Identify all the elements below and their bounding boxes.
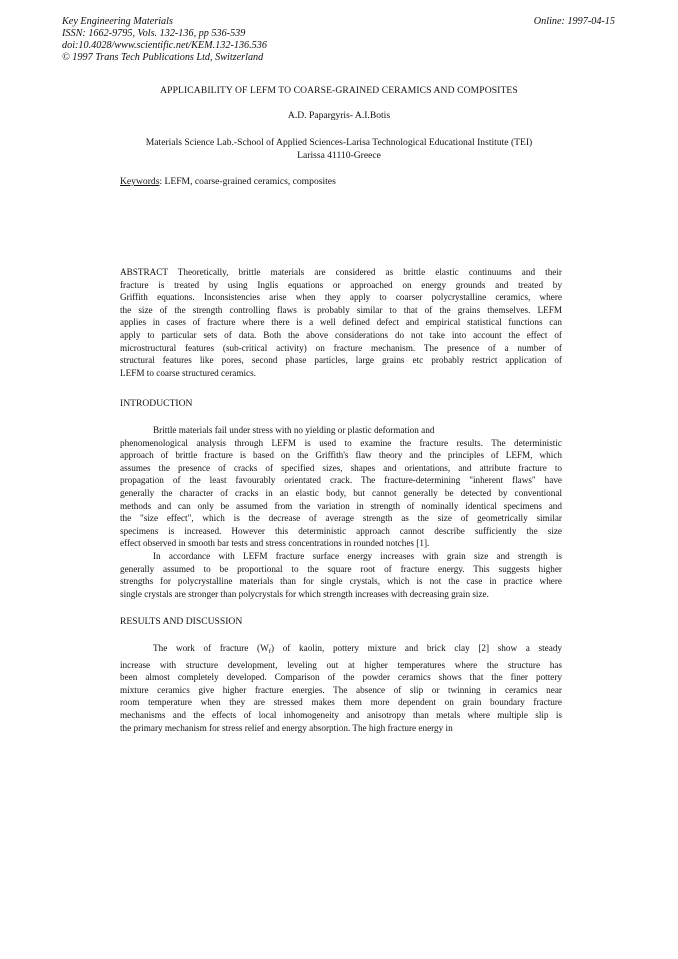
results-first-pre: The work of fracture (W xyxy=(153,643,269,653)
abstract-line: structural features like pores, second phase particles, large grains etc probably restrict application of xyxy=(120,355,562,366)
affiliation-line-1: Materials Science Lab.-School of Applied Sciences-Larisa Technological Educational Institute (TEI) xyxy=(145,137,533,148)
results-first-sub: f xyxy=(268,648,271,655)
copyright-line: © 1997 Trans Tech Publications Ltd, Switzerland xyxy=(62,52,264,63)
introduction-heading: INTRODUCTION xyxy=(120,398,193,409)
authors: A.D. Papargyris- A.I.Botis xyxy=(287,110,391,121)
intro-line: In accordance with LEFM fracture surface energy increases with grain size and strength is xyxy=(153,550,562,561)
keywords-label: Keywords xyxy=(120,176,160,187)
abstract-line: applies in cases of fracture where there is a well defined defect and empirical statistical functions can xyxy=(120,317,562,328)
intro-line: the "size effect", which is the decrease of average strength as the size of geometrically similar xyxy=(120,513,562,524)
affiliation-line-2: Larissa 41110-Greece xyxy=(297,150,381,161)
intro-line: generally the character of cracks in an elastic body, but cannot generally be detected by conventional xyxy=(120,487,562,498)
abstract-line: LEFM to coarse structured ceramics. xyxy=(120,367,256,378)
abstract-line: microstructural features (sub-critical activity) on fracture mechanism. The presence of a number of xyxy=(120,342,562,353)
abstract xyxy=(120,266,562,379)
intro-line: effect observed in smooth bar tests and stress concentrations in rounded notches [1]. xyxy=(120,538,430,549)
intro-line: specimens is increased. However this deterministic approach cannot describe sufficiently the size xyxy=(120,525,562,536)
results-heading: RESULTS AND DISCUSSION xyxy=(120,616,243,627)
intro-line: single crystals are stronger than polycrystals for which strength increases with decreasing grain size. xyxy=(120,588,489,599)
doi-line: doi:10.4028/www.scientific.net/KEM.132-136.536 xyxy=(62,40,267,51)
results-first-post: ) of kaolin, pottery mixture and brick clay [2] show a steady xyxy=(270,643,563,653)
results-first-line xyxy=(120,642,562,659)
abstract-line: ABSTRACT Theoretically, brittle materials are considered as brittle elastic continuums and their xyxy=(120,267,562,277)
paper-title: APPLICABILITY OF LEFM TO COARSE-GRAINED CERAMICS AND COMPOSITES xyxy=(160,85,518,96)
results-line: mixture ceramics give higher fracture energies. The absence of slip or twinning in ceramics near xyxy=(120,684,562,695)
intro-line: generally assumed to be proportional to the square root of fracture energy. This suggests higher xyxy=(120,563,562,574)
results-line: room temperature when they are stressed makes them more dependent on grain boundary fracture xyxy=(120,697,562,708)
results-line: the primary mechanism for stress relief and energy absorption. The high fracture energy in xyxy=(120,722,453,733)
keywords-text: : LEFM, coarse-grained ceramics, composites xyxy=(159,176,336,187)
intro-line: strengths for polycrystalline materials than for single crystals, which is not the case in practice where xyxy=(120,576,562,587)
online-date: Online: 1997-04-15 xyxy=(533,16,615,27)
introduction-body xyxy=(120,424,562,600)
intro-line: Brittle materials fail under stress with no yielding or plastic deformation and xyxy=(153,425,435,435)
intro-line: assumes the presence of cracks of specified sizes, shapes and orientations, and attribute fracture to xyxy=(120,462,562,473)
intro-line: phenomenological analysis through LEFM is used to examine the fracture results. The deterministic xyxy=(120,437,562,448)
abstract-line: the size of the strength controlling flaws is probably similar to that of the grains themselves. LEFM xyxy=(120,304,562,315)
abstract-line: fracture is treated by using Inglis equations or approached on energy grounds and treated by xyxy=(120,279,562,290)
abstract-line: apply to particular sets of data. Both the above considerations do not take into account the effect of xyxy=(120,329,562,340)
issn-line: ISSN: 1662-9795, Vols. 132-136, pp 536-539 xyxy=(62,28,246,39)
results-line: mechanisms and the effects of local inhomogeneity and anisotropy than metals where multiple slip is xyxy=(120,709,562,720)
intro-line: propagation of the least favourably orientated crack. The fracture-determining "inherent flaws" have xyxy=(120,475,562,486)
results-line: been almost completely developed. Comparison of the powder ceramics shows that the finer pottery xyxy=(120,672,562,683)
journal-name: Key Engineering Materials xyxy=(62,16,173,27)
journal-header xyxy=(62,16,267,64)
keywords xyxy=(120,176,336,187)
abstract-line: Griffith equations. Inconsistencies arise when they apply to coarser polycrystalline ceramics, where xyxy=(120,292,562,303)
results-line: increase with structure development, leveling out at higher temperatures where the structure has xyxy=(120,659,562,670)
affiliation xyxy=(0,136,678,162)
intro-line: approach of brittle fracture is based on the Griffith's flaw theory and the principles of LEFM, which xyxy=(120,450,562,461)
intro-line: methods and can only be assumed from the variation in strength of nominally identical specimens and xyxy=(120,500,562,511)
results-body xyxy=(120,642,562,734)
